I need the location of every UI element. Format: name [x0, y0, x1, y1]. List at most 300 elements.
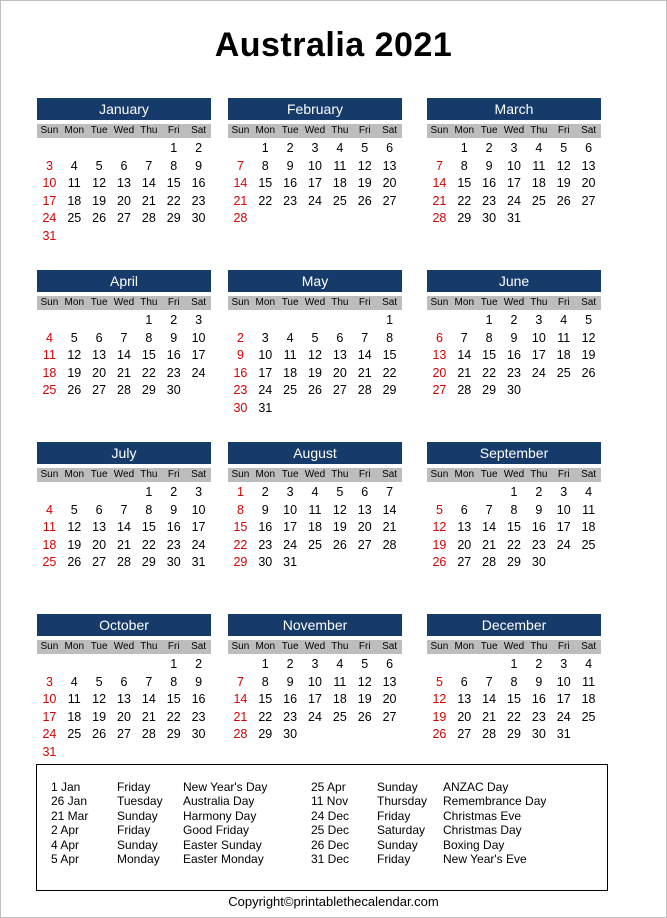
day-cell: 9 [170, 502, 178, 517]
day-cell: 29 [507, 727, 521, 741]
day-cell: 28 [382, 537, 397, 552]
days-grid [427, 312, 601, 400]
empty-cell [228, 140, 253, 158]
day-cell: 2 [286, 141, 294, 155]
day-cell: 3 [286, 485, 294, 499]
month-header: January [37, 98, 211, 120]
day-cell: 20 [332, 365, 347, 380]
day-cell: 31 [258, 400, 273, 415]
day-cell: 14 [432, 176, 447, 190]
day-cell: 23 [191, 709, 206, 724]
month-header: February [228, 98, 402, 120]
empty-cell [477, 656, 502, 674]
day-cell: 5 [585, 313, 593, 327]
day-cell: 30 [482, 211, 497, 225]
day-cell: 24 [191, 365, 206, 380]
day-cell: 31 [42, 228, 57, 243]
day-cell: 7 [145, 674, 153, 689]
day-cell: 25 [283, 383, 298, 397]
day-cell: 28 [141, 727, 156, 741]
weekday-label: Fri [358, 297, 371, 308]
empty-cell [87, 312, 112, 330]
day-cell: 10 [308, 674, 322, 689]
day-cell: 19 [308, 365, 322, 380]
day-cell: 22 [141, 537, 156, 552]
day-cell: 26 [357, 193, 372, 208]
day-cell: 12 [67, 520, 82, 534]
days-grid [427, 484, 601, 572]
weekday-label: Sat [191, 469, 207, 480]
days-grid [228, 140, 402, 228]
weekday-label: Thu [530, 297, 548, 308]
day-cell: 1 [145, 313, 153, 327]
day-cell: 11 [582, 674, 596, 689]
day-cell: 9 [195, 158, 203, 173]
weekday-label: Tue [480, 641, 498, 652]
day-cell: 20 [92, 365, 107, 380]
holiday-weekday: Sunday [377, 780, 418, 794]
day-cell: 20 [357, 520, 372, 534]
day-cell: 27 [457, 555, 472, 569]
weekday-label: Sat [581, 125, 597, 136]
day-cell: 26 [67, 555, 82, 569]
weekday-label: Mon [454, 469, 474, 480]
holiday-weekday: Sunday [377, 837, 418, 852]
day-cell: 1 [145, 485, 153, 499]
day-cell: 9 [261, 502, 269, 517]
day-cell: 16 [166, 348, 181, 362]
day-cell: 12 [67, 348, 82, 362]
day-cell: 18 [332, 692, 347, 706]
empty-cell [352, 312, 377, 330]
day-cell: 27 [117, 211, 131, 225]
weekday-label: Wed [503, 297, 525, 308]
day-cell: 12 [308, 348, 322, 362]
holiday-date: 26 Dec [311, 837, 350, 852]
day-cell: 9 [236, 348, 244, 362]
holiday-weekday: Friday [117, 780, 151, 794]
day-cell: 29 [166, 211, 181, 225]
weekday-label: Sun [40, 125, 59, 136]
day-cell: 17 [556, 692, 571, 706]
holiday-name: Boxing Day [443, 837, 505, 852]
weekday-header-row [427, 296, 601, 310]
day-cell: 22 [457, 193, 472, 208]
day-cell: 15 [382, 348, 397, 362]
weekday-label: Wed [503, 469, 525, 480]
day-cell: 15 [141, 348, 156, 362]
weekday-label: Tue [480, 297, 498, 308]
weekday-label: Wed [113, 125, 135, 136]
day-cell: 6 [386, 657, 394, 671]
weekday-label: Sun [40, 469, 59, 480]
weekday-label: Thu [140, 297, 158, 308]
holiday-name: Christmas Day [443, 823, 522, 838]
empty-cell [427, 484, 452, 502]
day-cell: 19 [357, 176, 372, 190]
weekday-label: Mon [255, 125, 275, 136]
day-cell: 25 [42, 383, 57, 397]
day-cell: 2 [195, 657, 203, 671]
weekday-label: Mon [64, 469, 84, 480]
day-cell: 14 [482, 692, 497, 706]
day-cell: 10 [556, 674, 571, 689]
day-cell: 10 [191, 502, 206, 517]
day-cell: 3 [45, 158, 53, 173]
day-cell: 3 [261, 330, 269, 345]
weekday-label: Sat [191, 125, 207, 136]
weekday-label: Tue [90, 469, 108, 480]
day-cell: 31 [42, 744, 57, 759]
day-cell: 15 [258, 176, 273, 190]
weekday-label: Sat [382, 641, 398, 652]
month-header: May [228, 270, 402, 292]
month-header: October [37, 614, 211, 636]
day-cell: 25 [556, 365, 571, 380]
day-cell: 10 [42, 176, 57, 190]
day-cell: 12 [357, 674, 372, 689]
day-cell: 28 [117, 555, 131, 569]
day-cell: 18 [67, 709, 82, 724]
day-cell: 11 [582, 502, 596, 517]
empty-cell [37, 312, 62, 330]
day-cell: 7 [435, 158, 443, 173]
empty-cell [452, 312, 477, 330]
weekday-label: Sat [382, 125, 398, 136]
day-cell: 9 [195, 674, 203, 689]
days-grid [427, 656, 601, 744]
day-cell: 12 [432, 520, 447, 534]
day-cell: 14 [382, 502, 397, 517]
day-cell: 10 [507, 158, 521, 173]
day-cell: 11 [283, 348, 297, 362]
day-cell: 6 [585, 141, 593, 155]
day-cell: 25 [308, 537, 322, 552]
day-cell: 27 [382, 193, 397, 208]
day-cell: 27 [432, 383, 447, 397]
day-cell: 26 [432, 727, 447, 741]
day-cell: 28 [117, 383, 131, 397]
day-cell: 21 [141, 193, 156, 208]
day-cell: 18 [581, 692, 596, 706]
day-cell: 31 [507, 211, 521, 225]
day-cell: 28 [432, 211, 447, 225]
day-cell: 13 [92, 348, 107, 362]
day-cell: 14 [233, 692, 248, 706]
day-cell: 2 [535, 485, 543, 499]
day-cell: 4 [560, 313, 568, 327]
weekday-label: Tue [281, 297, 299, 308]
day-cell: 25 [581, 709, 596, 724]
empty-cell [136, 656, 161, 674]
day-cell: 7 [485, 502, 493, 517]
day-cell: 2 [236, 330, 244, 345]
day-cell: 4 [70, 674, 78, 689]
weekday-label: Sun [430, 125, 449, 136]
day-cell: 21 [482, 709, 497, 724]
empty-cell [112, 312, 137, 330]
weekday-label: Fri [557, 297, 570, 308]
day-cell: 20 [117, 193, 131, 208]
day-cell: 21 [457, 365, 472, 380]
holiday-date: 26 Jan [51, 794, 88, 809]
day-cell: 13 [457, 692, 472, 706]
day-cell: 8 [236, 502, 244, 517]
weekday-label: Thu [140, 469, 158, 480]
day-cell: 22 [482, 365, 497, 380]
day-cell: 23 [531, 537, 546, 552]
weekday-label: Fri [167, 297, 180, 308]
day-cell: 27 [382, 709, 397, 724]
weekday-label: Thu [140, 125, 158, 136]
day-cell: 14 [141, 692, 156, 706]
holiday-date: 21 Mar [51, 808, 89, 823]
day-cell: 18 [581, 520, 596, 534]
day-cell: 3 [195, 485, 203, 499]
day-cell: 13 [357, 502, 372, 517]
day-cell: 1 [510, 485, 518, 499]
month-header: July [37, 442, 211, 464]
day-cell: 22 [382, 365, 397, 380]
day-cell: 25 [581, 537, 596, 552]
day-cell: 6 [435, 330, 443, 345]
day-cell: 20 [581, 176, 596, 190]
weekday-label: Thu [331, 469, 349, 480]
holiday-name: New Year's Day [183, 780, 268, 794]
month-june [427, 270, 601, 400]
holiday-date: 25 Dec [311, 823, 350, 838]
days-grid [427, 140, 601, 228]
day-cell: 23 [166, 365, 181, 380]
weekday-label: Tue [480, 469, 498, 480]
day-cell: 13 [117, 692, 131, 706]
day-cell: 12 [332, 502, 347, 517]
day-cell: 21 [117, 365, 131, 380]
day-cell: 8 [170, 158, 178, 173]
day-cell: 18 [531, 176, 546, 190]
day-cell: 3 [311, 141, 319, 155]
day-cell: 12 [92, 176, 107, 190]
holiday-list [36, 764, 608, 891]
day-cell: 17 [191, 348, 206, 362]
day-cell: 21 [432, 193, 447, 208]
day-cell: 1 [386, 313, 394, 327]
day-cell: 15 [166, 692, 181, 706]
empty-cell [87, 140, 112, 158]
day-cell: 8 [145, 502, 153, 517]
day-cell: 25 [67, 727, 82, 741]
weekday-label: Fri [557, 469, 570, 480]
day-cell: 3 [560, 485, 568, 499]
day-cell: 16 [283, 692, 298, 706]
day-cell: 8 [386, 330, 394, 345]
day-cell: 10 [42, 692, 57, 706]
day-cell: 17 [531, 348, 546, 362]
day-cell: 16 [531, 692, 546, 706]
weekday-label: Sat [581, 641, 597, 652]
day-cell: 2 [195, 141, 203, 155]
day-cell: 13 [332, 348, 347, 362]
empty-cell [427, 656, 452, 674]
day-cell: 29 [457, 211, 472, 225]
day-cell: 11 [67, 692, 81, 706]
weekday-header-row [427, 468, 601, 482]
month-april [37, 270, 211, 400]
day-cell: 19 [432, 709, 447, 724]
month-header: December [427, 614, 601, 636]
day-cell: 11 [557, 330, 571, 345]
holiday-name: New Year's Eve [443, 851, 527, 866]
day-cell: 29 [141, 555, 156, 569]
empty-cell [253, 312, 278, 330]
day-cell: 25 [531, 193, 546, 208]
empty-cell [87, 656, 112, 674]
day-cell: 28 [141, 211, 156, 225]
weekday-label: Wed [503, 641, 525, 652]
day-cell: 30 [191, 727, 206, 741]
day-cell: 10 [258, 348, 273, 362]
empty-cell [62, 656, 87, 674]
day-cell: 24 [283, 537, 298, 552]
day-cell: 11 [42, 520, 56, 534]
day-cell: 16 [258, 520, 273, 534]
weekday-label: Sun [231, 125, 250, 136]
day-cell: 8 [145, 330, 153, 345]
day-cell: 23 [531, 709, 546, 724]
day-cell: 24 [556, 537, 571, 552]
day-cell: 11 [532, 158, 546, 173]
day-cell: 18 [67, 193, 82, 208]
day-cell: 24 [258, 383, 273, 397]
weekday-label: Mon [255, 297, 275, 308]
day-cell: 17 [556, 520, 571, 534]
day-cell: 5 [95, 158, 103, 173]
day-cell: 14 [141, 176, 156, 190]
weekday-label: Mon [64, 641, 84, 652]
holiday-date: 25 Apr [311, 780, 346, 794]
weekday-label: Sun [430, 641, 449, 652]
holiday-date: 24 Dec [311, 808, 350, 823]
day-cell: 15 [258, 692, 273, 706]
day-cell: 4 [286, 330, 294, 345]
days-grid [228, 656, 402, 744]
weekday-label: Thu [140, 641, 158, 652]
day-cell: 29 [141, 383, 156, 397]
weekday-label: Wed [113, 297, 135, 308]
weekday-header-row [228, 296, 402, 310]
day-cell: 29 [382, 383, 397, 397]
day-cell: 15 [141, 520, 156, 534]
month-august [228, 442, 402, 572]
weekday-label: Tue [281, 125, 299, 136]
day-cell: 16 [191, 692, 206, 706]
day-cell: 3 [45, 674, 53, 689]
day-cell: 24 [42, 211, 57, 225]
day-cell: 1 [261, 141, 269, 155]
day-cell: 5 [361, 141, 369, 155]
month-header: November [228, 614, 402, 636]
day-cell: 2 [485, 141, 493, 155]
holiday-weekday: Friday [117, 823, 151, 838]
day-cell: 21 [357, 365, 372, 380]
day-cell: 2 [170, 485, 178, 499]
day-cell: 23 [283, 709, 298, 724]
day-cell: 14 [117, 520, 131, 534]
day-cell: 18 [332, 176, 347, 190]
days-grid [37, 656, 211, 761]
days-grid [37, 312, 211, 400]
weekday-label: Tue [480, 125, 498, 136]
weekday-label: Fri [557, 641, 570, 652]
day-cell: 17 [42, 193, 57, 208]
day-cell: 21 [382, 520, 397, 534]
day-cell: 8 [261, 158, 269, 173]
day-cell: 26 [556, 193, 571, 208]
weekday-label: Sun [231, 469, 250, 480]
day-cell: 17 [258, 365, 273, 380]
page-title: Australia 2021 [214, 26, 453, 64]
empty-cell [37, 656, 62, 674]
day-cell: 26 [432, 555, 447, 569]
weekday-label: Mon [64, 125, 84, 136]
day-cell: 19 [92, 193, 107, 208]
day-cell: 5 [336, 485, 344, 499]
day-cell: 26 [357, 709, 372, 724]
day-cell: 25 [332, 709, 347, 724]
empty-cell [112, 484, 137, 502]
month-header: August [228, 442, 402, 464]
day-cell: 4 [535, 141, 543, 155]
day-cell: 9 [535, 502, 543, 517]
day-cell: 10 [191, 330, 206, 345]
day-cell: 18 [42, 537, 57, 552]
day-cell: 5 [361, 657, 369, 671]
weekday-label: Sun [40, 641, 59, 652]
day-cell: 23 [258, 537, 273, 552]
day-cell: 6 [386, 141, 394, 155]
empty-cell [228, 312, 253, 330]
weekday-header-row [427, 124, 601, 138]
day-cell: 4 [45, 330, 53, 345]
day-cell: 19 [332, 520, 347, 534]
day-cell: 1 [510, 657, 518, 671]
day-cell: 31 [191, 555, 206, 569]
day-cell: 7 [460, 330, 468, 345]
day-cell: 30 [233, 400, 248, 415]
day-cell: 24 [308, 193, 322, 208]
day-cell: 15 [507, 520, 521, 534]
day-cell: 19 [581, 348, 596, 362]
empty-cell [136, 140, 161, 158]
day-cell: 14 [357, 348, 372, 362]
day-cell: 6 [95, 502, 103, 517]
day-cell: 5 [435, 502, 443, 517]
day-cell: 21 [482, 537, 497, 552]
weekday-label: Wed [113, 641, 135, 652]
holiday-name: Christmas Eve [443, 808, 522, 823]
day-cell: 1 [460, 141, 468, 155]
day-cell: 29 [507, 555, 521, 569]
day-cell: 5 [70, 502, 78, 517]
day-cell: 11 [333, 158, 347, 173]
day-cell: 17 [507, 176, 521, 190]
day-cell: 7 [386, 485, 394, 499]
day-cell: 15 [233, 520, 248, 534]
weekday-label: Fri [358, 469, 371, 480]
day-cell: 4 [70, 158, 78, 173]
day-cell: 4 [336, 657, 344, 671]
day-cell: 1 [170, 657, 178, 671]
